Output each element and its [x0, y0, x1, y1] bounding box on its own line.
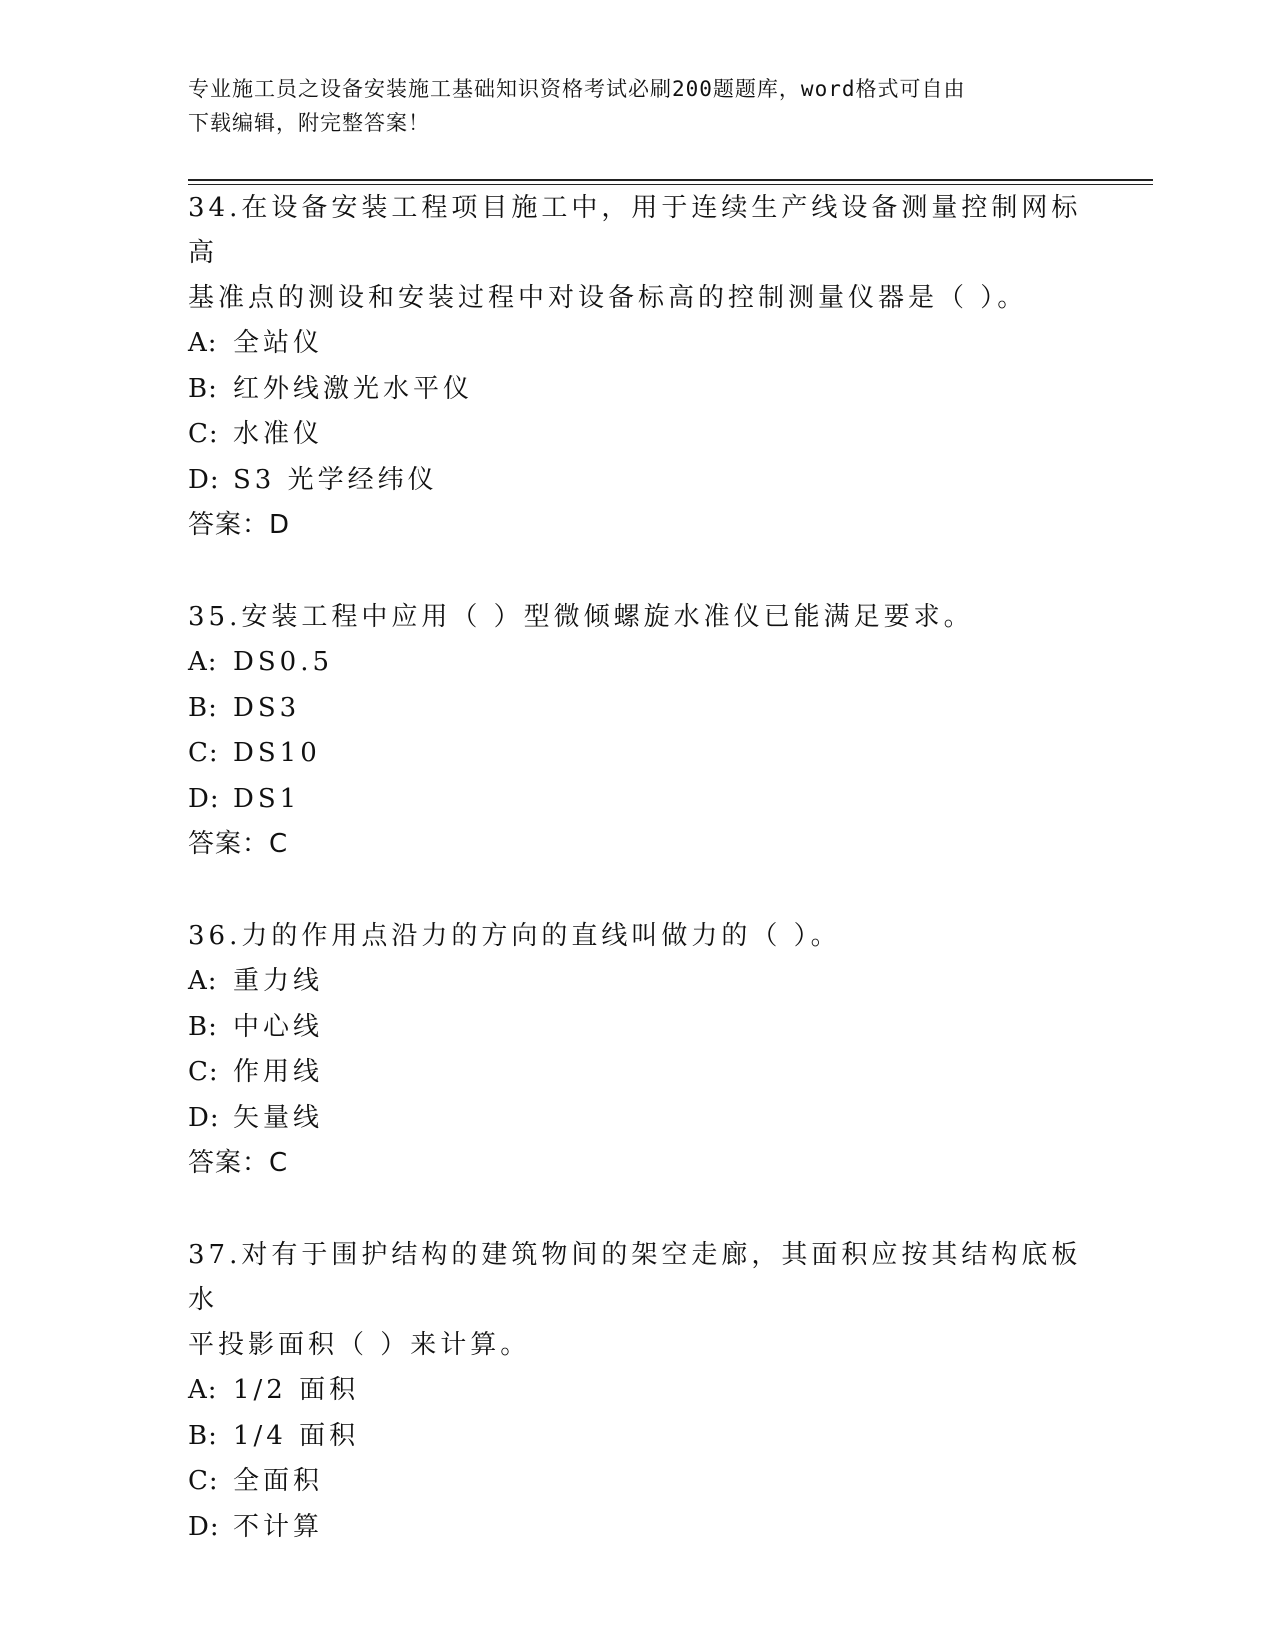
option-text: 全面积 — [233, 1466, 324, 1496]
option-label: C: — [188, 419, 219, 449]
answer-line: 答案：C — [188, 829, 289, 859]
option-label: A: — [188, 328, 218, 358]
option-label: D: — [188, 1102, 220, 1133]
question-list — [188, 186, 1088, 1597]
option-d — [188, 1505, 1088, 1551]
option-text: 水准仪 — [233, 419, 324, 449]
option-text: 作用线 — [233, 1057, 324, 1087]
option-label: D: — [188, 1511, 220, 1542]
header-line-1: 专业施工员之设备安装施工基础知识资格考试必刷200题题库，word格式可自由 — [188, 77, 966, 101]
answer-line: 答案：D — [188, 510, 291, 540]
option-text: 红外线激光水平仪 — [233, 373, 474, 404]
header-line-2: 下载编辑，附完整答案！ — [188, 111, 430, 135]
question-text-line: 37.对有于围护结构的建筑物间的架空走廊，其面积应按其结构底板水 — [188, 1240, 1082, 1315]
option-label: A: — [188, 647, 218, 677]
header-divider-thick — [188, 179, 1153, 181]
option-text: 1/4 面积 — [233, 1420, 360, 1451]
option-text: 1/2 面积 — [233, 1375, 360, 1405]
option-d — [188, 1096, 1088, 1142]
document-header — [188, 72, 1068, 140]
question-36 — [188, 914, 1088, 1186]
question-text-line: 34.在设备安装工程项目施工中，用于连续生产线设备测量控制网标高 — [188, 193, 1082, 268]
option-c — [188, 1050, 1088, 1096]
option-text: 中心线 — [233, 1011, 324, 1042]
option-label: C: — [188, 738, 219, 768]
option-a — [188, 321, 1088, 367]
option-label: A: — [188, 966, 218, 996]
option-text: 不计算 — [233, 1511, 324, 1542]
option-label: B: — [188, 1011, 218, 1042]
option-a — [188, 1368, 1088, 1414]
option-d — [188, 777, 1088, 823]
option-text: 矢量线 — [233, 1102, 324, 1133]
option-label: D: — [188, 464, 220, 495]
option-c — [188, 1459, 1088, 1505]
question-35 — [188, 595, 1088, 867]
answer-line: 答案：C — [188, 1148, 289, 1178]
option-d — [188, 458, 1088, 504]
option-b — [188, 686, 1088, 732]
question-text-line: 35.安装工程中应用（ ）型微倾螺旋水准仪已能满足要求。 — [188, 602, 974, 632]
question-text-line: 平投影面积（ ）来计算。 — [188, 1330, 531, 1360]
option-label: A: — [188, 1375, 218, 1405]
option-text: DS3 — [233, 692, 301, 723]
option-b — [188, 1414, 1088, 1460]
question-37 — [188, 1233, 1088, 1550]
question-text-line: 36.力的作用点沿力的方向的直线叫做力的（ ）。 — [188, 921, 841, 951]
option-label: B: — [188, 1420, 218, 1451]
question-text-line: 基准点的测设和安装过程中对设备标高的控制测量仪器是（ ）。 — [188, 283, 1028, 313]
option-label: C: — [188, 1466, 219, 1496]
option-label: B: — [188, 373, 218, 404]
option-b — [188, 1005, 1088, 1051]
header-divider-thin — [188, 184, 1153, 185]
option-text: S3 光学经纬仪 — [233, 464, 438, 495]
question-34 — [188, 186, 1088, 548]
option-text: DS10 — [233, 738, 321, 768]
option-label: C: — [188, 1057, 219, 1087]
option-label: D: — [188, 783, 220, 814]
option-a — [188, 959, 1088, 1005]
option-text: DS0.5 — [233, 647, 334, 677]
option-text: 重力线 — [233, 966, 324, 996]
option-c — [188, 412, 1088, 458]
option-c — [188, 731, 1088, 777]
option-label: B: — [188, 692, 218, 723]
option-a — [188, 640, 1088, 686]
option-b — [188, 367, 1088, 413]
option-text: 全站仪 — [233, 328, 324, 358]
option-text: DS1 — [233, 783, 301, 814]
